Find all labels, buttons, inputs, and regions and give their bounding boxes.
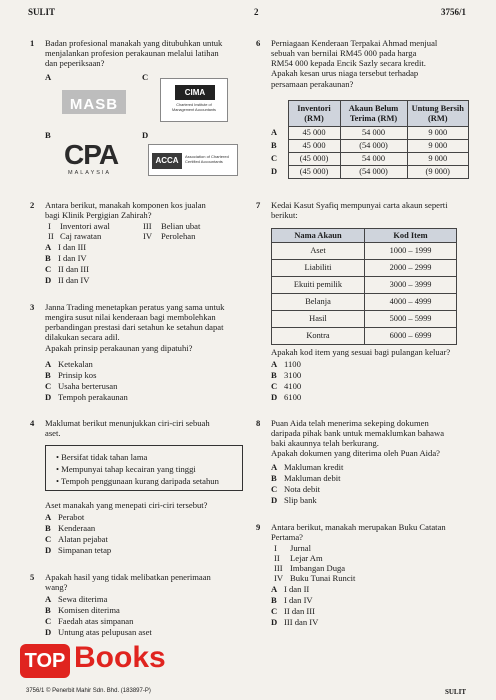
question-7 [256, 200, 471, 410]
table-row: Ekuiti pemilik 3000 – 3999 [272, 277, 457, 294]
question-text: Apakah hasil yang tidak melibatkan penerimaan wang? [45, 572, 211, 593]
question-number: 1 [30, 38, 35, 48]
table-row[interactable]: D (45 000) (54 000) (9 000) [271, 166, 469, 179]
table-row[interactable]: A 45 000 54 000 9 000 [271, 127, 469, 140]
table-row[interactable]: C (45 000) 54 000 9 000 [271, 153, 469, 166]
right-column [256, 38, 471, 638]
option-a[interactable]: A I dan III [45, 242, 87, 252]
question-text: Janna Trading menetapkan peratus yang sama untuk mengira susut nilai kenderaan bagi membolehkan perbandingan prestasi dari setahun ke setahun dapat dilakukan secara adil. Apakah prinsip perakaunan yang dipatuhi? [45, 302, 225, 353]
question-number: 3 [30, 302, 35, 312]
question-6 [256, 38, 471, 190]
question-9 [256, 522, 471, 652]
masb-logo: MASB [62, 90, 126, 114]
accounting-equation-table [271, 100, 469, 179]
question-3 [30, 302, 245, 420]
option-c[interactable]: C Faedah atas simpanan [45, 616, 134, 626]
question-text: Antara berikut, manakah komponen kos jualan bagi Klinik Pergigian Zahirah? [45, 200, 206, 221]
option-b[interactable]: B Kenderaan [45, 523, 96, 533]
cima-logo: CIMA Chartered Institute of Management Accountants [160, 78, 228, 122]
option-d[interactable]: D III dan IV [271, 617, 319, 627]
question-number: 9 [256, 522, 261, 532]
option-d[interactable]: D Simpanan tetap [45, 545, 112, 555]
topbooks-watermark: TOP Books [20, 636, 180, 682]
option-b[interactable]: B I dan IV [271, 595, 313, 605]
question-number: 7 [256, 200, 261, 210]
question-prompt: Apakah kod item yang sesuai bagi pulangan keluar? [271, 347, 451, 357]
chart-of-accounts-table [271, 228, 457, 345]
characteristics-box [45, 445, 243, 491]
option-b[interactable]: B I dan IV [45, 253, 87, 263]
option-c-label: C [142, 72, 149, 82]
acca-logo: ACCA Association of Chartered Certified Accountants [148, 144, 238, 176]
table-row: Aset 1000 – 1999 [272, 243, 457, 260]
option-a[interactable]: A Makluman kredit [271, 462, 344, 472]
statement-row: III Imbangan Duga [274, 563, 346, 573]
option-a[interactable]: A Perabot [45, 512, 85, 522]
table-row: Hasil 5000 – 5999 [272, 311, 457, 328]
table-row: Kontra 6000 – 6999 [272, 328, 457, 345]
option-a[interactable]: A 1100 [271, 359, 301, 369]
option-b[interactable]: B Makluman debit [271, 473, 341, 483]
bullet-item: • Bersifat tidak tahan lama [56, 452, 148, 462]
question-text: Antara berikut, manakah merupakan Buku Catatan Pertama? [271, 522, 446, 543]
option-c[interactable]: C Alatan pejabat [45, 534, 108, 544]
page-header [28, 7, 466, 19]
statement-row: I Inventori awal III Belian ubat [48, 221, 201, 231]
option-b-label: B [45, 130, 51, 140]
option-b[interactable]: B 3100 [271, 370, 302, 380]
question-number: 6 [256, 38, 261, 48]
option-b[interactable]: B Komisen diterima [45, 605, 120, 615]
statement-row: II Caj rawatan IV Perolehan [48, 231, 196, 241]
option-d[interactable]: D Tempoh perakaunan [45, 392, 128, 402]
question-4 [30, 418, 245, 568]
option-d[interactable]: D Untung atas pelupusan aset [45, 627, 152, 637]
option-b[interactable]: B Prinsip kos [45, 370, 97, 380]
header-left: SULIT [28, 7, 56, 17]
statement-row: I Jurnal [274, 543, 312, 553]
footer-right: SULIT [444, 688, 466, 696]
option-c[interactable]: C II dan III [45, 264, 90, 274]
question-number: 8 [256, 418, 261, 428]
paper-code: 3756/1 [440, 7, 466, 17]
question-8 [256, 418, 471, 518]
option-a[interactable]: A Ketekalan [45, 359, 93, 369]
option-d[interactable]: D II dan IV [45, 275, 90, 285]
question-text: Puan Aida telah menerima sekeping dokumen daripada pihak bank untuk memaklumkan bahawa baki akaunnya telah berkurang. Apakah dokumen yang diterima oleh Puan Aida? [271, 418, 445, 459]
bullet-item: • Tempoh penggunaan kurang daripada setahun [56, 476, 219, 486]
option-c[interactable]: C 4100 [271, 381, 302, 391]
question-prompt: Aset manakah yang menepati ciri-ciri tersebut? [45, 500, 208, 510]
question-number: 4 [30, 418, 35, 428]
left-column [30, 38, 245, 638]
question-number: 5 [30, 572, 35, 582]
footer-copyright: 3756/1 © Penerbit Mahir Sdn. Bhd. (183897-P) [26, 688, 151, 694]
statement-row: IV Buku Tunai Runcit [274, 573, 356, 583]
question-2 [30, 200, 245, 290]
question-text: Perniagaan Kenderaan Terpakai Ahmad menjual sebuah van bernilai RM45 000 pada harga RM54 000 kepada Encik Sazly secara kredit. Apakah kesan urus niaga tersebut terhadap persamaan perakaunan? [271, 38, 438, 89]
option-a[interactable]: A I dan II [271, 584, 310, 594]
option-d-label: D [142, 130, 149, 140]
question-number: 2 [30, 200, 35, 210]
table-row[interactable]: B 45 000 (54 000) 9 000 [271, 140, 469, 153]
statement-row: II Lejar Am [274, 553, 323, 563]
option-d[interactable]: D Slip bank [271, 495, 317, 505]
question-1 [30, 38, 245, 190]
question-text: Maklumat berikut menunjukkan ciri-ciri sebuah aset. [45, 418, 210, 439]
question-text: Badan profesional manakah yang ditubuhkan untuk menjalankan profesion perakaunan melalui latihan dan peperiksaan? [45, 38, 223, 69]
table-row: Liabiliti 2000 – 2999 [272, 260, 457, 277]
option-a[interactable]: A Sewa diterima [45, 594, 108, 604]
option-a-label: A [45, 72, 52, 82]
bullet-item: • Mempunyai tahap kecairan yang tinggi [56, 464, 196, 474]
col-header: Inventori (RM) [288, 101, 340, 127]
col-header: Untung Bersih (RM) [407, 101, 469, 127]
option-d[interactable]: D 6100 [271, 392, 302, 402]
col-header: Kod Item [365, 229, 457, 243]
option-c[interactable]: C Usaha berterusan [45, 381, 118, 391]
table-row: Belanja 4000 – 4999 [272, 294, 457, 311]
col-header: Akaun Belum Terima (RM) [340, 101, 407, 127]
option-c[interactable]: C II dan III [271, 606, 316, 616]
page-number: 2 [254, 7, 259, 17]
question-text: Kedai Kasut Syafiq mempunyai carta akaun seperti berikut: [271, 200, 448, 221]
col-header: Nama Akaun [272, 229, 365, 243]
option-c[interactable]: C Nota debit [271, 484, 321, 494]
cpa-logo: CPA MALAYSIA [64, 140, 119, 176]
